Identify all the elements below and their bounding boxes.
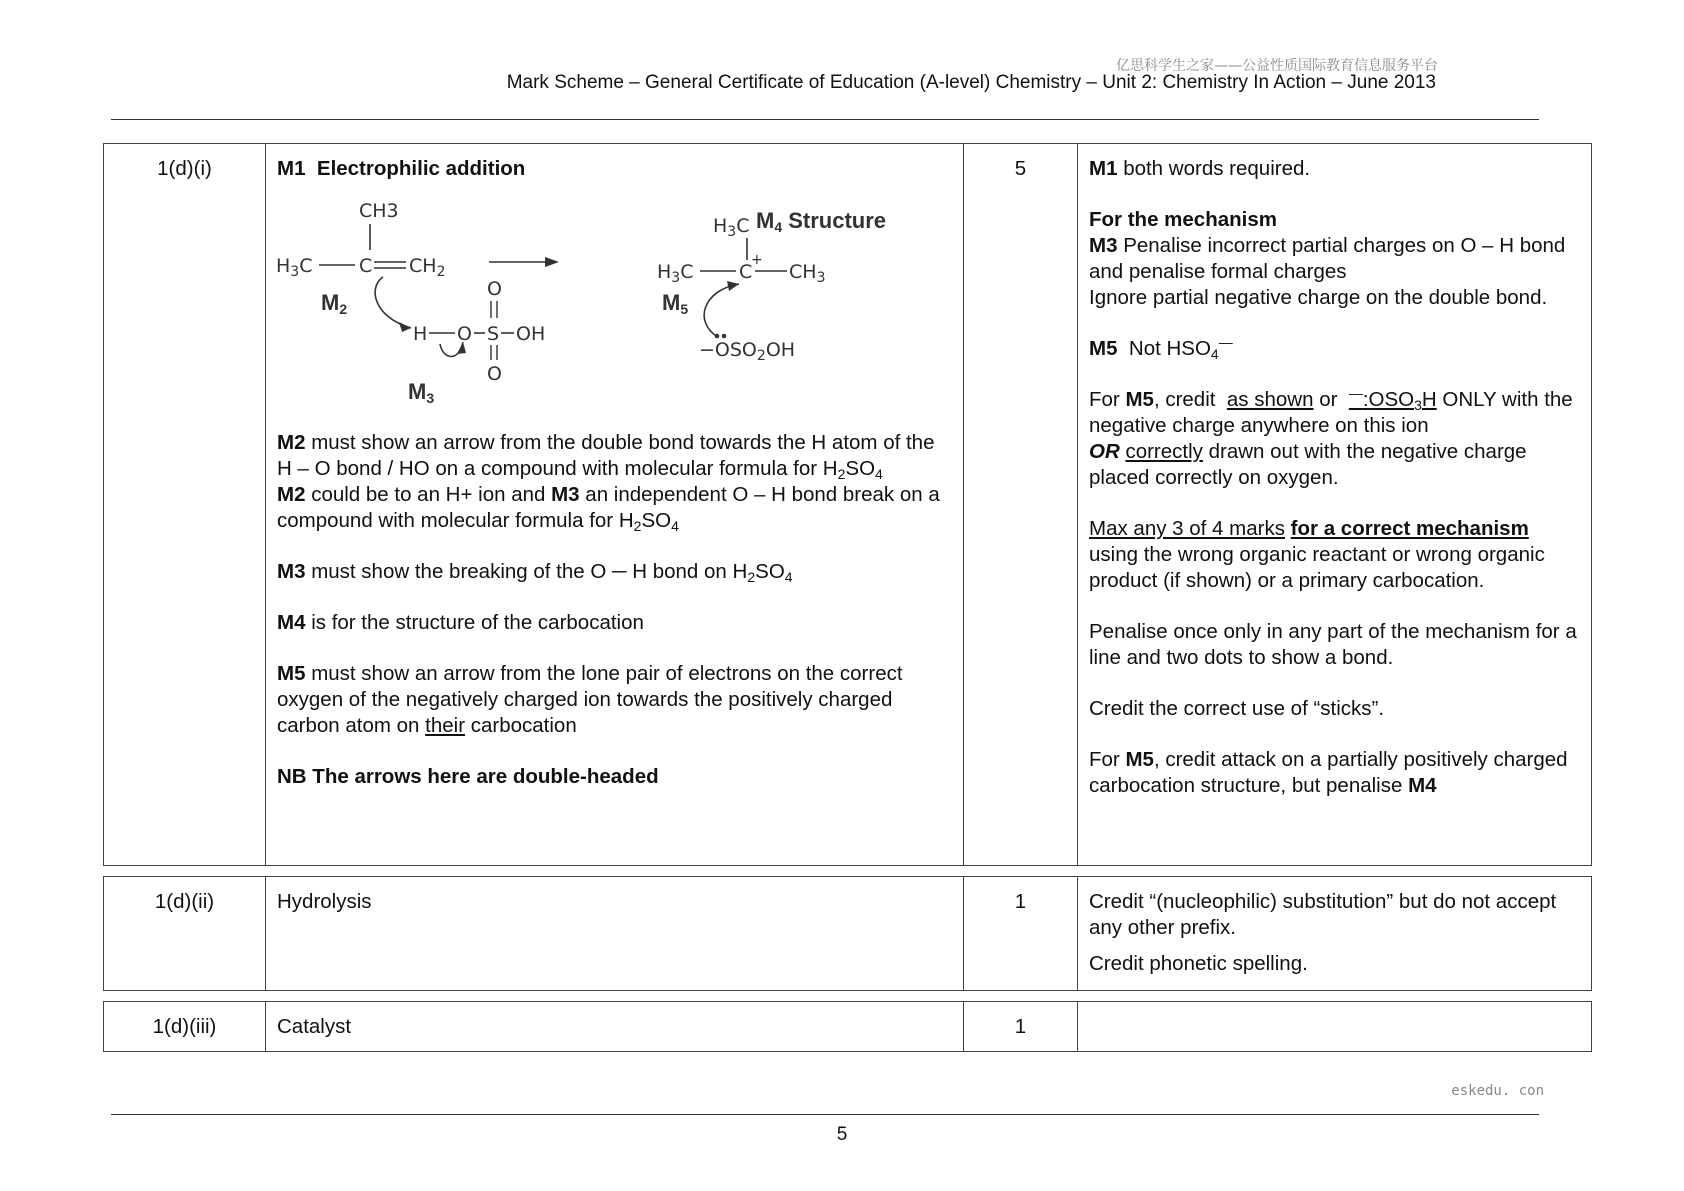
- answer-m1: Electrophilic addition: [316, 157, 526, 180]
- page-number: 5: [836, 1124, 848, 1145]
- underlined-their: their: [425, 714, 466, 737]
- guidance-ignore: Ignore partial negative charge on the double bond.: [1089, 286, 1548, 309]
- question-number: 1(d)(ii): [104, 877, 266, 991]
- label-m4-structure: M4 Structure: [756, 208, 887, 235]
- alkene-structure: [276, 200, 545, 406]
- header-rule: [111, 119, 1539, 120]
- answer-m4-text: is for the structure of the carbocation: [311, 611, 644, 634]
- mark-label: M3: [277, 560, 306, 583]
- guidance-penalise-once: Penalise once only in any part of the mechanism for a line and two dots to show a bond.: [1089, 620, 1577, 669]
- guidance-substitution: Credit “(nucleophilic) substitution” but do not accept any other prefix.: [1089, 890, 1557, 939]
- label-ch2: $CH_2$: [409, 255, 446, 280]
- formula-oso3h: $^—:OSO_3H$: [1348, 385, 1437, 413]
- label-c-center: C: [359, 255, 373, 277]
- mark-label: M2: [277, 431, 306, 454]
- marks-cell: 1: [964, 1002, 1078, 1052]
- mark-label: M5: [277, 662, 306, 685]
- question-number: 1(d)(iii): [104, 1002, 266, 1052]
- guidance-partial-positive: , credit attack on a partially positively charged carbocation structure, but penalise: [1089, 748, 1568, 797]
- label-h: H: [413, 323, 428, 345]
- guidance-wrong-reactant: using the wrong organic reactant or wrong organic product (if shown) or a primary carbocation.: [1089, 543, 1545, 592]
- label-plus: +: [751, 252, 763, 268]
- answer-m5-text2: carbocation: [470, 714, 577, 737]
- mark-label: M1: [1089, 157, 1118, 180]
- mark-label: M4: [1408, 774, 1437, 797]
- watermark-bottom: eskedu. con: [1451, 1083, 1544, 1099]
- mark-label: M5: [1089, 337, 1118, 360]
- answer-m2-text: must show an arrow from the double bond towards the H atom of the H – O bond / HO on a compound with molecular formula for: [277, 431, 935, 480]
- underlined-correct-mechanism: for a correct mechanism: [1290, 517, 1529, 540]
- mark-label: M1: [277, 157, 306, 180]
- label-m3: M3: [408, 379, 435, 406]
- guidance-cell: M1 both words required. For the mechanism M3 Penalise incorrect partial charges on O – H bond and penalise formal charges Ignore partial negative charge on the double bond. M5 Not $HSO_4^—$ For M5, credit as shown or $^—:OSO_3H$ ONLY with the negative charge anywhere on this ion OR correctly drawn out with the negative charge placed correctly on oxygen. Max any 3 of 4 marks for a correct mechanism using the wrong organic reactant or wrong organic product (if shown) or a primary carbocation. Penalise once only in any part of the mechanism for a line and two dots to show a bond. Credit the correct use of “sticks”. For M5, credit attack on a partially positively charged carbocation structure, but penalise M4: [1078, 144, 1592, 866]
- marks-cell: 1: [964, 877, 1078, 991]
- mark-table-row-1di: [103, 143, 1592, 866]
- reaction-arrow-icon: [489, 257, 559, 267]
- mark-label: M5: [1125, 748, 1154, 771]
- answer-cell: [266, 144, 964, 866]
- mechanism-diagram: [273, 192, 953, 420]
- mark-label: M2: [277, 483, 306, 506]
- label-s: S: [487, 323, 500, 345]
- label-ch3-top: CH3: [359, 200, 399, 222]
- guidance-cell: [1078, 877, 1592, 991]
- answer-m5-text: must show an arrow from the lone pair of electrons on the correct oxygen of the negatively charged ion towards the positively charged carbon atom on: [277, 662, 903, 737]
- label-h3c-left2: $H_3C$: [657, 261, 694, 286]
- or-label: OR: [1089, 440, 1120, 463]
- formula-h2so4: $H_2SO_4$: [732, 560, 793, 585]
- guidance-m1: both words required.: [1123, 157, 1311, 180]
- label-o-bottom: O: [487, 363, 502, 385]
- guidance-phonetic: Credit phonetic spelling.: [1089, 952, 1308, 975]
- answer-m2b-text: could be to an H+ ion and: [311, 483, 546, 506]
- formula-h2so4: $H_2SO_4$: [618, 509, 679, 534]
- mark-label: M5: [1125, 388, 1154, 411]
- label-oso2oh: $-OSO_2OH$: [699, 339, 796, 364]
- carbocation-structure: [657, 208, 886, 364]
- guidance-heading: For the mechanism: [1089, 208, 1277, 231]
- footer-rule: [111, 1114, 1539, 1115]
- answer-cell: Hydrolysis: [266, 877, 964, 991]
- underlined-as-shown: as shown: [1226, 388, 1314, 411]
- label-c-plus: C: [739, 261, 753, 283]
- guidance-drawn-out: drawn out with the negative charge placed correctly on oxygen.: [1089, 440, 1527, 489]
- formula-h2so4: $H_2SO_4$: [822, 457, 883, 482]
- underlined-max-marks: Max any 3 of 4 marks: [1089, 517, 1285, 540]
- label-ch3-right2: $CH_3$: [789, 261, 826, 286]
- mark-label: M3: [1089, 234, 1118, 257]
- guidance-m5-not: Not $HSO_4^—$: [1128, 334, 1233, 362]
- label-oh: OH: [516, 323, 546, 345]
- guidance-sticks: Credit the correct use of “sticks”.: [1089, 697, 1385, 720]
- underlined-correctly: correctly: [1125, 440, 1203, 463]
- mark-label: M3: [551, 483, 580, 506]
- guidance-only: ONLY with the negative charge anywhere on this ion: [1089, 388, 1573, 437]
- mark-label: M4: [277, 611, 306, 634]
- answer-cell: Catalyst: [266, 1002, 964, 1052]
- label-h3c-top2: $H_3C$: [713, 215, 750, 240]
- label-o: O: [457, 323, 472, 345]
- marks-cell: 5: [964, 144, 1078, 866]
- label-h3c-left: $H_3C$: [276, 255, 313, 280]
- answer-m3-text: must show the breaking of the O ─ H bond on: [311, 560, 727, 583]
- page-header-title: Mark Scheme – General Certificate of Education (A-level) Chemistry – Unit 2: Chemistry In Action – June 2013: [506, 72, 1436, 93]
- answer-m2b-text2: an independent O – H bond break on a compound with molecular formula for: [277, 483, 940, 532]
- guidance-cell: [1078, 1002, 1592, 1052]
- guidance-m3: Penalise incorrect partial charges on O – H bond and penalise formal charges: [1089, 234, 1566, 283]
- question-number: 1(d)(i): [104, 144, 266, 866]
- mark-table-row-1diii: [103, 1001, 1592, 1052]
- label-o-top: O: [487, 278, 502, 300]
- mark-table-row-1dii: [103, 876, 1592, 991]
- nb-note: NB The arrows here are double-headed: [277, 765, 659, 788]
- label-m2: M2: [321, 290, 348, 317]
- label-m5: M5: [662, 290, 689, 317]
- watermark-top: 亿思科学生之家——公益性质国际教育信息服务平台: [1116, 58, 1438, 74]
